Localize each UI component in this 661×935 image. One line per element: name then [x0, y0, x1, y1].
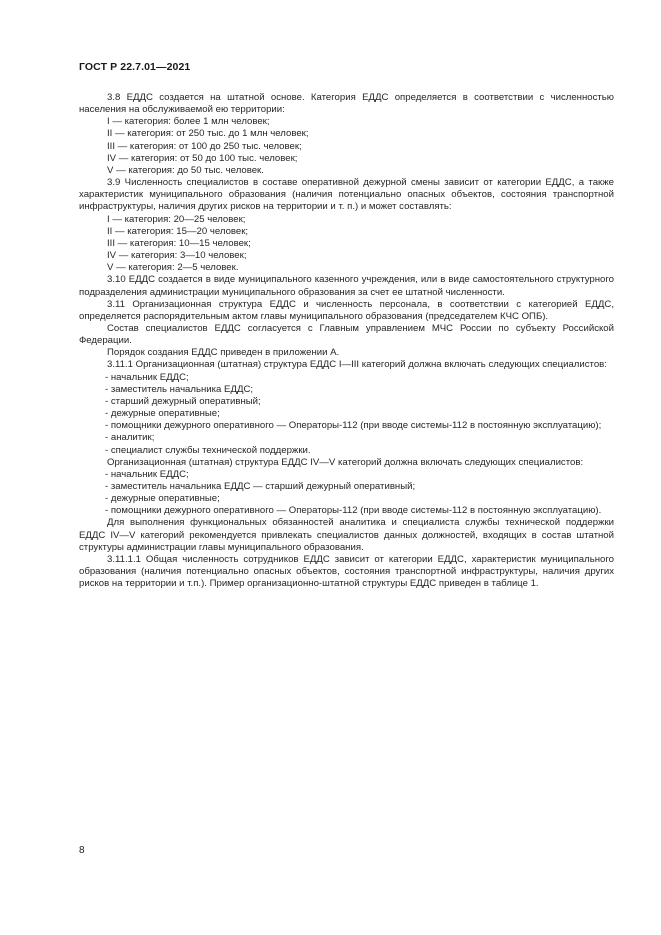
document-header: ГОСТ Р 22.7.01—2021 — [79, 61, 191, 73]
list-item: - начальник ЕДДС; — [105, 371, 189, 383]
document-body — [79, 92, 614, 590]
list-item: IV — категория: 3—10 человек; — [107, 250, 247, 262]
list-item: V — категория: 2—5 человек. — [107, 262, 239, 274]
paragraph-iv-v: Организационная (штатная) структура ЕДДС IV—V категорий должна включать следующих специалистов: — [107, 456, 584, 468]
list-item: - помощники дежурного оперативного — Операторы-112 (при вводе системы-112 в постоянную эксплуатацию). — [105, 505, 602, 517]
list-item: - начальник ЕДДС; — [105, 468, 189, 480]
paragraph-3-11-1-1: 3.11.1.1 Общая численность сотрудников ЕДДС зависит от категории ЕДДС, характеристик муниципального образования (наличия потенциально опасных объектов, состояния транспортной инфраструктуры, наличия других рисков на территории и т.п.). Пример организационно-штатной структуры ЕДДС приведен в таблице 1. — [79, 553, 614, 590]
list-item: - специалист службы технической поддержки. — [105, 444, 311, 456]
list-item: - старший дежурный оперативный; — [105, 395, 261, 407]
paragraph-3-8: 3.8 ЕДДС создается на штатной основе. Категория ЕДДС определяется в соответствии с численностью населения на обслуживаемой ею территории: — [79, 92, 614, 116]
paragraph-order: Порядок создания ЕДДС приведен в приложении А. — [107, 347, 340, 359]
paragraph-3-9: 3.9 Численность специалистов в составе оперативной дежурной смены зависит от категории ЕДДС, а также характеристик муниципального образования (наличия потенциально опасных объектов, состояния транспортной инфраструктуры, наличия других рисков на территории и т. п.) и может составлять: — [79, 177, 614, 213]
list-item: - дежурные оперативные; — [105, 408, 220, 420]
list-item: III — категория: от 100 до 250 тыс. человек; — [107, 140, 302, 152]
list-item: - помощники дежурного оперативного — Операторы-112 (при вводе системы-112 в постоянную эксплуатацию); — [105, 420, 602, 432]
paragraph-composition: Состав специалистов ЕДДС согласуется с Главным управлением МЧС России по субъекту Российской Федерации. — [79, 322, 614, 347]
list-item: II — категория: от 250 тыс. до 1 млн человек; — [107, 128, 309, 140]
list-item: - заместитель начальника ЕДДС — старший дежурный оперативный; — [105, 481, 416, 492]
page-number: 8 — [79, 845, 85, 856]
list-item: II — категория: 15—20 человек; — [107, 225, 249, 237]
paragraph-3-11: 3.11 Организационная структура ЕДДС и численность персонала, в соответствии с категорией ЕДДС, определяется распорядительным актом главы муниципального образования (председателем КЧС ОПБ). — [79, 298, 614, 322]
paragraph-3-10: 3.10 ЕДДС создается в виде муниципального казенного учреждения, или в виде самостоятельного структурного подразделения администрации муниципального образования за счет ее штатной численности. — [79, 274, 614, 298]
list-item: I — категория: более 1 млн человек; — [107, 116, 270, 128]
list-item: - аналитик; — [105, 432, 155, 444]
list-item: - заместитель начальника ЕДДС; — [105, 383, 254, 395]
paragraph-functions: Для выполнения функциональных обязанностей аналитика и специалиста службы технической поддержки ЕДДС IV—V категорий рекомендуется привлекать специалистов данных должностей, входящих в состав штатной структуры администрации главы муниципального образования. — [79, 517, 614, 553]
list-item: - дежурные оперативные; — [105, 493, 220, 505]
paragraph-3-11-1: 3.11.1 Организационная (штатная) структура ЕДДС I—III категорий должна включать следующих специалистов: — [107, 359, 607, 371]
list-item: V — категория: до 50 тыс. человек. — [107, 164, 264, 176]
list-item: III — категория: 10—15 человек; — [107, 237, 251, 249]
list-item: I — категория: 20—25 человек; — [107, 213, 246, 225]
list-item: IV — категория: от 50 до 100 тыс. человек; — [107, 152, 298, 164]
